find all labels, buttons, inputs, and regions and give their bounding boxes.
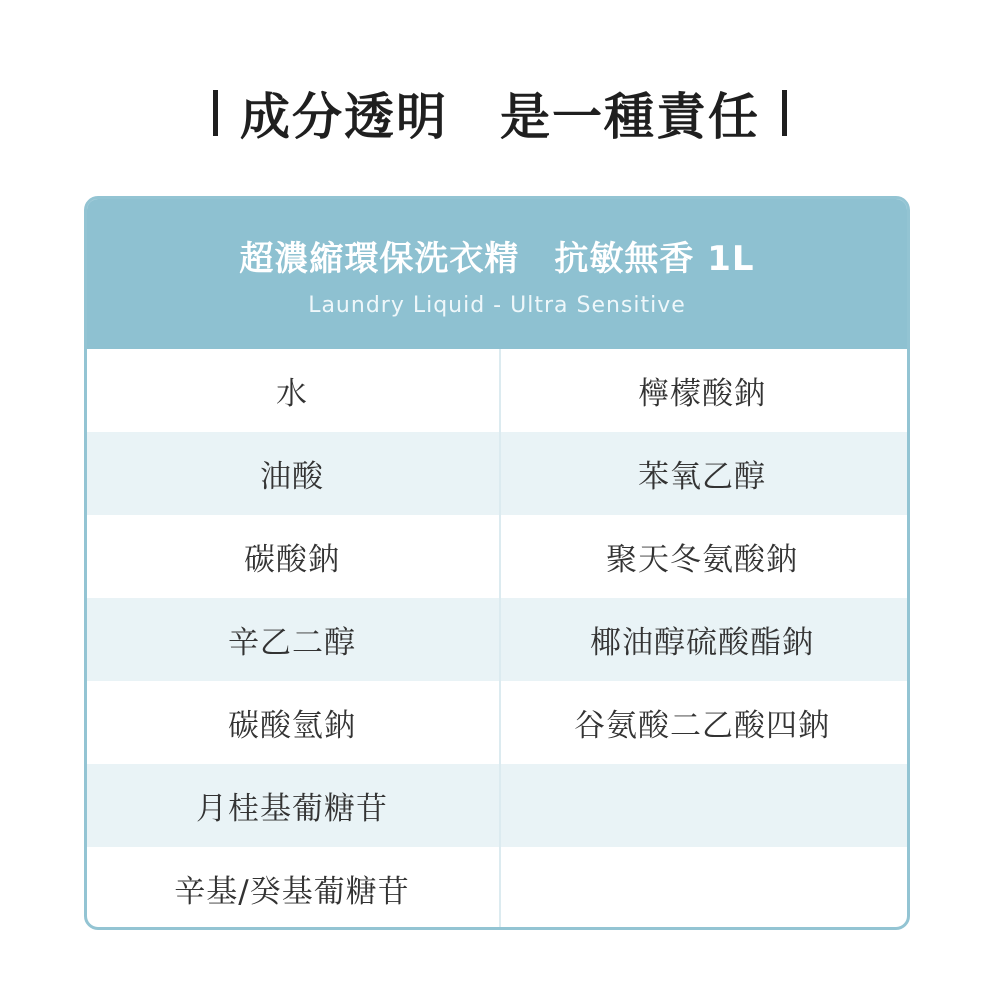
table-row <box>87 681 907 764</box>
ingredient-cell: 油酸 <box>260 459 324 495</box>
ingredient-cell: 苯氧乙醇 <box>638 459 766 495</box>
ingredient-cell <box>497 764 907 847</box>
table-row <box>87 764 907 847</box>
ingredient-cell: 椰油醇硫酸酯鈉 <box>590 625 814 661</box>
headline-left-bar <box>213 90 218 136</box>
table-row <box>87 598 907 681</box>
headline-text: 成分透明 是一種責任 <box>240 88 760 146</box>
ingredient-cell: 辛基/癸基葡糖苷 <box>174 874 410 910</box>
page-headline <box>0 78 1000 148</box>
product-title: 超濃縮環保洗衣精 抗敏無香 1L <box>239 239 755 279</box>
card-header <box>87 199 907 349</box>
ingredient-cell: 檸檬酸鈉 <box>638 376 766 412</box>
ingredient-cell: 谷氨酸二乙酸四鈉 <box>574 708 830 744</box>
table-row <box>87 847 907 930</box>
table-row <box>87 349 907 432</box>
column-divider <box>499 349 501 930</box>
ingredient-cell <box>497 847 907 930</box>
table-row <box>87 515 907 598</box>
ingredients-table <box>87 349 907 930</box>
product-subtitle: Laundry Liquid - Ultra Sensitive <box>308 293 686 318</box>
ingredient-cell: 聚天冬氨酸鈉 <box>606 542 798 578</box>
ingredient-cell: 碳酸氫鈉 <box>228 708 356 744</box>
ingredient-cell: 水 <box>276 376 308 412</box>
headline-right-bar <box>782 90 787 136</box>
ingredient-cell: 辛乙二醇 <box>228 625 356 661</box>
table-row <box>87 432 907 515</box>
ingredient-cell: 月桂基葡糖苷 <box>196 791 388 827</box>
ingredient-cell: 碳酸鈉 <box>244 542 340 578</box>
ingredients-card <box>84 196 910 930</box>
